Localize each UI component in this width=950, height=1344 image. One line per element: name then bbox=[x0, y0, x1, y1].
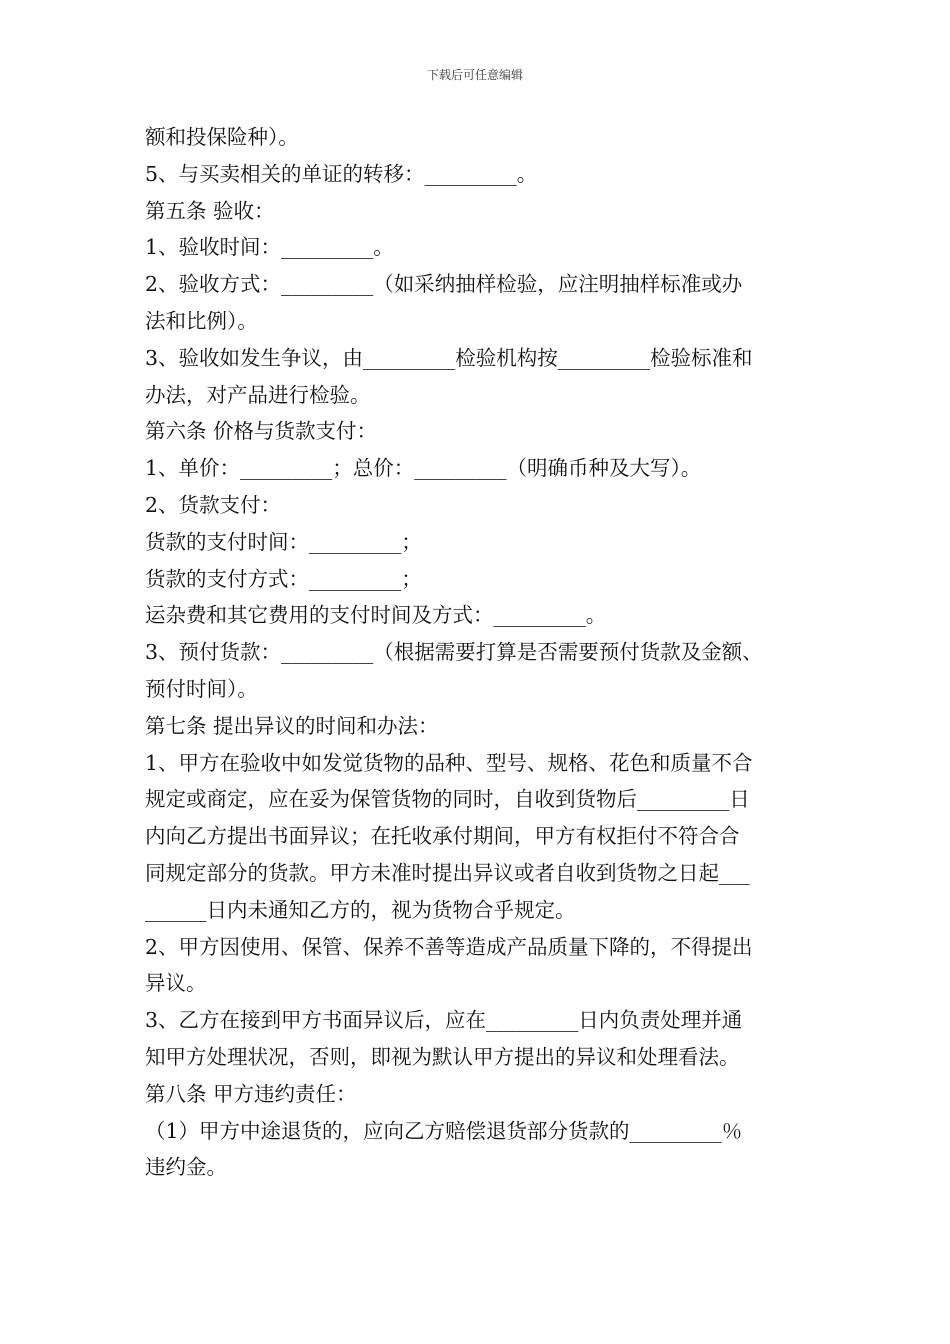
text-line: 同规定部分的货款。甲方未准时提出异议或者自收到货物之日起___ bbox=[145, 860, 750, 885]
text-line: 2、甲方因使用、保管、保养不善等造成产品质量下降的，不得提出 bbox=[145, 934, 753, 959]
text-line: （1）甲方中途退货的，应向乙方赔偿退货部分货款的_________％ bbox=[145, 1118, 743, 1143]
text-line: 3、乙方在接到甲方书面异议后，应在_________日内负责处理并通 bbox=[145, 1008, 743, 1033]
text-line: 违约金。 bbox=[145, 1155, 227, 1180]
text-line: 2、货款支付： bbox=[145, 492, 282, 517]
section-heading: 第五条 验收： bbox=[145, 198, 275, 223]
text-line: 异议。 bbox=[145, 971, 207, 996]
section-heading: 第七条 提出异议的时间和办法： bbox=[145, 713, 439, 738]
text-line: 内向乙方提出书面异议；在托收承付期间，甲方有权拒付不符合合 bbox=[145, 824, 740, 849]
text-line: 2、验收方式：_________（如采纳抽样检验，应注明抽样标准或办 bbox=[145, 272, 743, 297]
text-line: ______日内未通知乙方的，视为货物合乎规定。 bbox=[145, 897, 576, 922]
text-line: 1、验收时间：_________。 bbox=[145, 235, 394, 260]
section-heading: 第八条 甲方违约责任： bbox=[145, 1081, 357, 1106]
text-line: 规定或商定，应在妥为保管货物的同时，自收到货物后_________日 bbox=[145, 787, 750, 812]
text-line: 3、预付货款：_________（根据需要打算是否需要预付货款及金额、 bbox=[145, 640, 763, 665]
text-line: 额和投保险种）。 bbox=[145, 125, 299, 149]
text-line: 货款的支付方式：_________； bbox=[145, 566, 422, 591]
section-heading: 第六条 价格与货款支付： bbox=[145, 419, 378, 444]
text-line: 1、单价：_________；总价：_________（明确币种及大写）。 bbox=[145, 456, 702, 481]
page-header: 下载后可任意编辑 bbox=[426, 68, 523, 82]
text-line: 3、验收如发生争议，由_________检验机构按_________检验标准和 bbox=[145, 345, 753, 370]
text-line: 运杂费和其它费用的支付时间及方式：_________。 bbox=[145, 603, 607, 628]
text-line: 1、甲方在验收中如发觉货物的品种、型号、规格、花色和质量不合 bbox=[145, 750, 753, 775]
text-line: 法和比例）。 bbox=[145, 308, 258, 333]
text-line: 货款的支付时间：_________； bbox=[145, 529, 422, 554]
text-line: 5、与买卖相关的单证的转移：_________。 bbox=[145, 161, 538, 186]
document-body bbox=[145, 119, 815, 1186]
text-line: 知甲方处理状况，否则，即视为默认甲方提出的异议和处理看法。 bbox=[145, 1044, 740, 1069]
text-line: 办法，对产品进行检验。 bbox=[145, 382, 371, 407]
text-line: 预付时间）。 bbox=[145, 676, 258, 701]
